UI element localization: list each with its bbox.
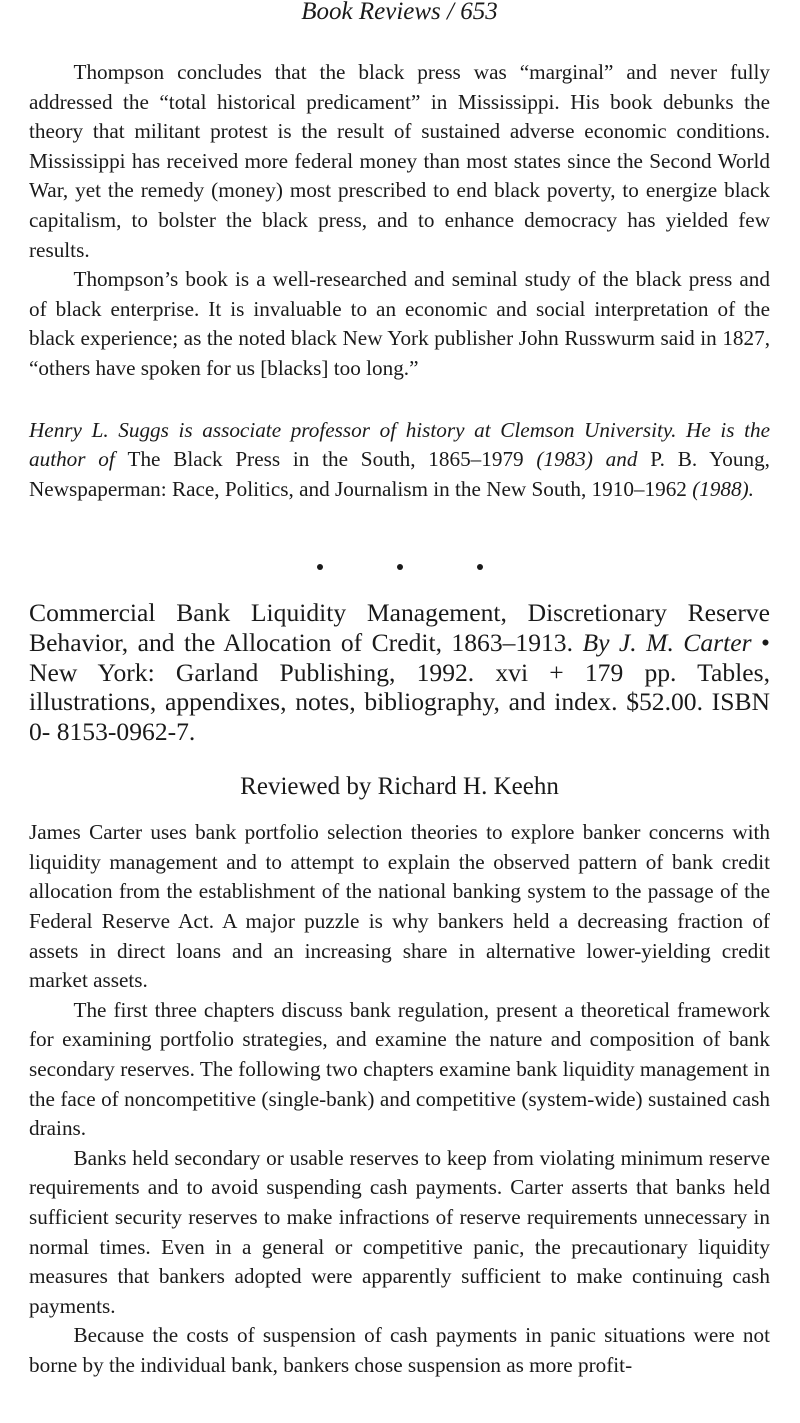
review-paragraph: Banks held secondary or usable reserves to keep from violating minimum reserve requirements and to avoid suspending cash payments. Carter asserts that banks held sufficient security reserves to make infractions of reserve requirements unnecessary in normal times. Even in a general or competitive panic, the precautionary liquidity measures that bankers adopted were apparently sufficient to make continuing cash payments. xyxy=(29,1145,770,1318)
review-paragraph: The first three chapters discuss bank regulation, present a theoretical framework for examining portfolio strategies, and examine the nature and composition of bank secondary reserves. The following two chapters examine bank liquidity management in the face of noncompetitive (single-bank) and competitive (system-wide) sustained cash drains. xyxy=(29,997,770,1141)
review-paragraph: James Carter uses bank portfolio selection theories to explore banker concerns with liquidity management and to attempt to explain the observed pattern of bank credit allocation from the establishment of the national banking system to the passage of the Federal Reserve Act. A major puzzle is why bankers held a decreasing fraction of assets in direct loans and an increasing share in alternative lower-yielding credit market assets. xyxy=(29,820,770,993)
divider-dot xyxy=(317,564,323,570)
bio-text: Henry L. Suggs is associate professor of history at Clemson University. He is the author of xyxy=(29,417,770,472)
bio-text: (1983) and xyxy=(523,447,651,472)
review-paragraph: Thompson’s book is a well-researched and seminal study of the black press and of black enterprise. It is invaluable to an economic and social interpretation of the black experience; as the noted black New York publisher John Russwurm said in 1827, “others have spoken for us [blacks] too long.” xyxy=(29,267,770,380)
book-author: By J. M. Carter xyxy=(582,627,752,657)
review-paragraph: Thompson concludes that the black press was “marginal” and never fully addressed the “total historical predicament” in Mississippi. His book debunks the theory that militant protest is the result of sustained adverse economic conditions. Mississippi has received more federal money than most states since the Second World War, yet the remedy (money) most prescribed to end black poverty, to energize black capitalism, to bolster the black press, and to enhance democracy has yielded few results. xyxy=(29,60,770,262)
review-paragraph: Because the costs of suspension of cash payments in panic situations were not borne by the individual bank, bankers chose suspension as more profit- xyxy=(29,1323,770,1377)
reviewer-bio xyxy=(29,416,770,505)
bio-text: (1988). xyxy=(686,476,754,501)
book-title: Commercial Bank Liquidity Management, Discretionary Reserve Behavior, and the Allocation of Credit, 1863–1913. xyxy=(29,598,770,657)
heading-separator: • xyxy=(761,627,770,657)
review-2-body xyxy=(29,818,770,1380)
bio-book-title-2: P. B. Young, Newspaperman: Race, Politics, and Journalism in the New South, 1910–1962 xyxy=(29,447,770,501)
book-heading xyxy=(29,598,770,746)
review-1-body xyxy=(29,58,770,384)
reviewed-by: Reviewed by Richard H. Keehn xyxy=(240,773,559,801)
book-publication-details: New York: Garland Publishing, 1992. xvi + 179 pp. Tables, illustrations, appendixes, notes, bibliography, and index. $52.00. ISBN 0- 8153-0962-7. xyxy=(29,657,770,746)
running-head: Book Reviews / 653 xyxy=(301,0,498,25)
section-divider xyxy=(29,560,770,574)
divider-dot xyxy=(397,564,403,570)
divider-dot xyxy=(477,564,483,570)
bio-book-title-1: The Black Press in the South, 1865–1979 xyxy=(127,447,524,472)
